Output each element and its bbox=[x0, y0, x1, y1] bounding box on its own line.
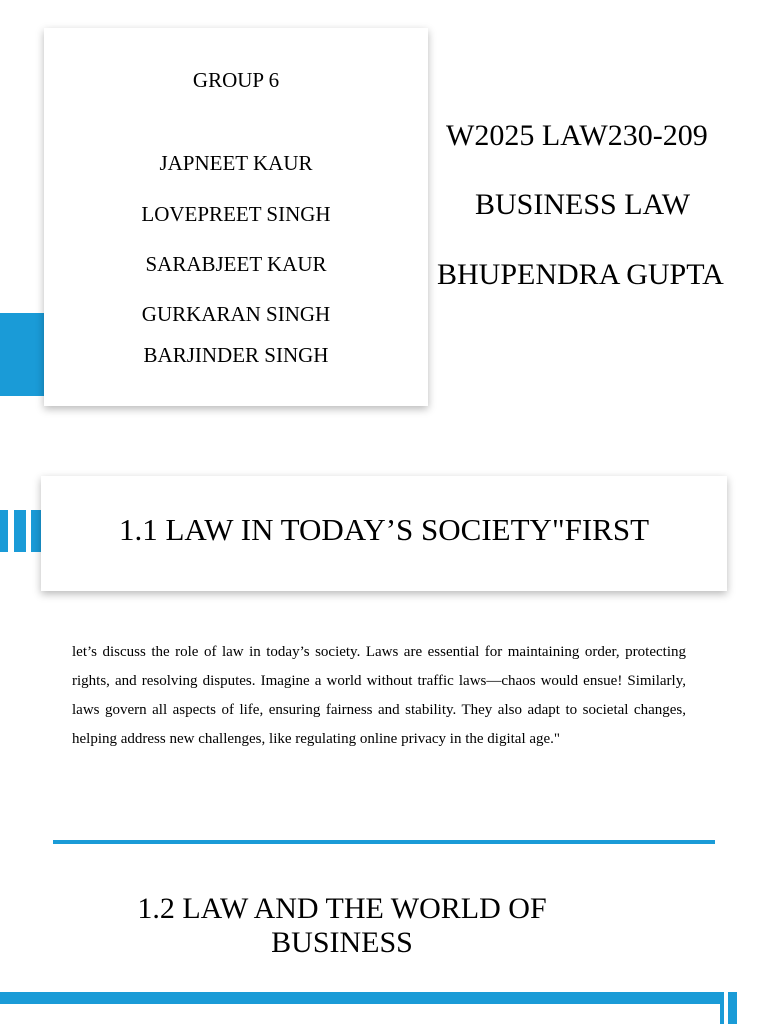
accent-stripe bbox=[31, 510, 41, 552]
accent-stripe bbox=[728, 992, 737, 1024]
section-divider bbox=[53, 840, 715, 844]
instructor-name: BHUPENDRA GUPTA bbox=[437, 258, 724, 291]
accent-stripe bbox=[720, 992, 724, 1024]
member-name: SARABJEET KAUR bbox=[145, 252, 327, 276]
member-name: GURKARAN SINGH bbox=[141, 302, 331, 326]
bottom-accent-bar bbox=[0, 992, 720, 1004]
group-members-card bbox=[44, 28, 428, 406]
section1-heading: 1.1 LAW IN TODAY’S SOCIETY"FIRST bbox=[118, 512, 650, 547]
course-code: W2025 LAW230-209 bbox=[446, 119, 708, 152]
course-name: BUSINESS LAW bbox=[475, 188, 691, 221]
section1-heading-card bbox=[41, 476, 727, 591]
member-name: LOVEPREET SINGH bbox=[141, 202, 331, 226]
accent-stripe bbox=[14, 510, 26, 552]
member-name: JAPNEET KAUR bbox=[159, 151, 313, 175]
section2-heading: 1.2 LAW AND THE WORLD OF BUSINESS bbox=[137, 892, 547, 959]
accent-stripe bbox=[0, 510, 8, 552]
group-title: GROUP 6 bbox=[192, 68, 280, 92]
accent-block-left bbox=[0, 313, 44, 396]
member-name: BARJINDER SINGH bbox=[143, 343, 329, 367]
section1-body: let’s discuss the role of law in today’s society. Laws are essential for maintaining order, protecting rights, and resolving disputes. Imagine a world without traffic laws—chaos would ensue! Similarly, laws govern all aspects of life, ensuring fairness and stability. They also adapt to societal changes, helping address new challenges, like regulating online privacy in the digital age." bbox=[72, 644, 686, 747]
